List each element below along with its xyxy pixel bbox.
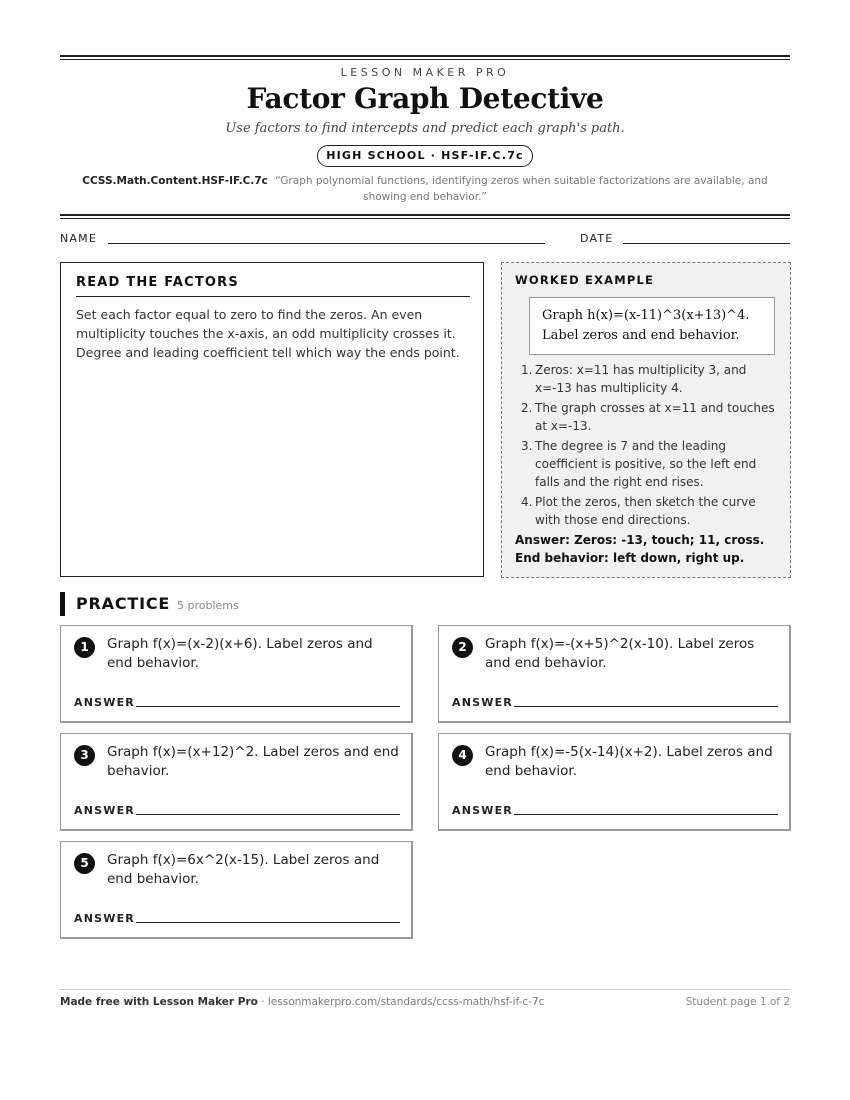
step-number: 3. — [521, 439, 533, 453]
footer-page-number: Student page 1 of 2 — [685, 996, 790, 1008]
step-text: Zeros: x=11 has multiplicity 3, and x=-13 has multiplicity 4. — [535, 363, 747, 395]
grade-standard-badge: HIGH SCHOOL · HSF-IF.C.7c — [317, 145, 533, 167]
problem-card-5 — [60, 841, 413, 939]
step-number: 1. — [521, 363, 533, 377]
problem-card-4 — [438, 733, 791, 831]
answer-field[interactable] — [136, 706, 400, 707]
problem-card-3 — [60, 733, 413, 831]
header-rule-bottom-thin — [60, 218, 790, 219]
page-subtitle: Use factors to find intercepts and predict each graph's path. — [225, 121, 625, 136]
answer-label: ANSWER — [74, 804, 135, 817]
standard-code: CCSS.Math.Content.HSF-IF.C.7c — [82, 175, 268, 187]
step-text: The degree is 7 and the leading coefficient is positive, so the left end falls and the right end rises. — [535, 439, 757, 489]
header-rule-bottom — [60, 214, 790, 216]
worked-example-heading: WORKED EXAMPLE — [515, 273, 655, 287]
name-field[interactable] — [108, 243, 545, 244]
footer-credit — [60, 996, 544, 1008]
answer-field[interactable] — [136, 922, 400, 923]
footer-url[interactable]: · lessonmakerpro.com/standards/ccss-math/hsf-if-c-7c — [257, 996, 545, 1008]
step-item — [515, 437, 783, 491]
problem-text: Graph f(x)=(x+12)^2. Label zeros and end behavior. — [107, 744, 399, 779]
step-number: 2. — [521, 401, 533, 415]
read-factors-heading: READ THE FACTORS — [76, 275, 239, 290]
problem-number: 5 — [74, 853, 95, 874]
problem-text: Graph f(x)=(x-2)(x+6). Label zeros and end behavior. — [107, 636, 373, 671]
standard-text: “Graph polynomial functions, identifying zeros when suitable factorizations are available, and showing end behavior.” — [275, 175, 768, 203]
problem-text: Graph f(x)=-(x+5)^2(x-10). Label zeros and end behavior. — [485, 636, 755, 671]
worked-example-steps — [515, 361, 783, 531]
practice-count: 5 problems — [177, 599, 239, 612]
worked-example-problem: Graph h(x)=(x-11)^3(x+13)^4. Label zeros and end behavior. — [529, 297, 775, 355]
answer-label: ANSWER — [74, 912, 135, 925]
answer-label: ANSWER — [74, 696, 135, 709]
header-rule-top — [60, 55, 790, 57]
problem-number: 3 — [74, 745, 95, 766]
date-field[interactable] — [623, 243, 790, 244]
brand-name: LESSON MAKER PRO — [340, 66, 510, 79]
read-factors-text: Set each factor equal to zero to find the zeros. An even multiplicity touches the x-axis, an odd multiplicity crosses it. Degree and leading coefficient tell which way the ends point. — [76, 307, 460, 360]
page-title: Factor Graph Detective — [246, 82, 604, 115]
name-label: NAME — [60, 232, 97, 245]
problem-number: 1 — [74, 637, 95, 658]
step-item — [515, 399, 783, 435]
answer-label: ANSWER — [452, 696, 513, 709]
step-text: Plot the zeros, then sketch the curve with those end directions. — [535, 495, 756, 527]
problem-text: Graph f(x)=-5(x-14)(x+2). Label zeros and end behavior. — [485, 744, 773, 779]
problem-card-2 — [438, 625, 791, 723]
step-number: 4. — [521, 495, 533, 509]
footer-divider — [60, 989, 790, 990]
answer-field[interactable] — [514, 814, 778, 815]
step-item — [515, 493, 783, 529]
problem-text: Graph f(x)=6x^2(x-15). Label zeros and end behavior. — [107, 852, 380, 887]
worked-example-panel — [501, 262, 791, 578]
problem-number: 4 — [452, 745, 473, 766]
answer-field[interactable] — [514, 706, 778, 707]
answer-field[interactable] — [136, 814, 400, 815]
read-factors-panel — [60, 262, 484, 577]
date-label: DATE — [580, 232, 614, 245]
answer-label: ANSWER — [452, 804, 513, 817]
step-text: The graph crosses at x=11 and touches at x=-13. — [535, 401, 775, 433]
header-rule-top-thin — [60, 59, 790, 60]
standard-description — [62, 173, 788, 205]
read-factors-divider — [76, 296, 470, 297]
problem-card-1 — [60, 625, 413, 723]
footer-made-with: Made free with Lesson Maker Pro — [60, 996, 258, 1008]
problem-number: 2 — [452, 637, 473, 658]
practice-accent-bar — [60, 592, 65, 616]
worked-example-answer: Answer: Zeros: -13, touch; 11, cross. End behavior: left down, right up. — [515, 533, 765, 565]
step-item — [515, 361, 783, 397]
practice-heading: PRACTICE — [76, 594, 171, 613]
